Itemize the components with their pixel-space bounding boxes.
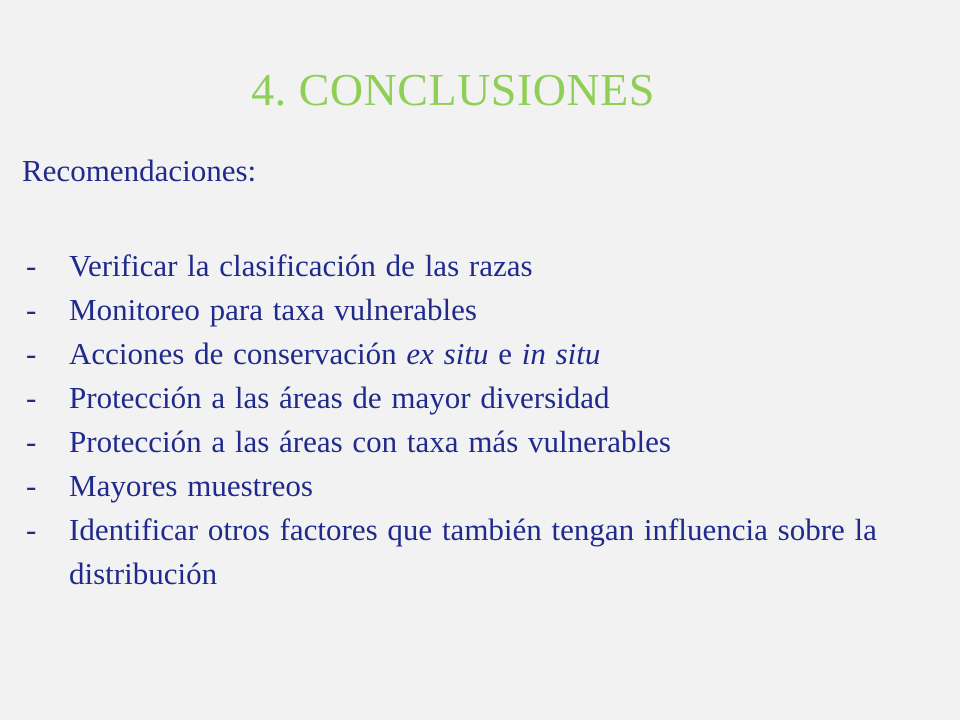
bullet-dash: - [26,468,37,503]
list-item-italic-in-situ: in situ [521,336,601,371]
list-item [22,332,922,376]
list-item [22,464,922,508]
recommendations-heading: Recomendaciones: [22,153,257,188]
list-item-text-part: Acciones de conservación [69,336,407,371]
list-item [22,288,922,332]
bullet-dash: - [26,512,37,547]
list-item-text: Mayores muestreos [69,468,313,503]
bullet-dash: - [26,336,37,371]
list-item-text: Identificar otros factores que también tengan influencia sobre la distribución [69,512,877,591]
list-item [22,420,922,464]
list-item-text: Protección a las áreas de mayor diversidad [69,380,610,415]
bullet-dash: - [26,292,37,327]
list-item-text [69,336,600,371]
slide-title: 4. CONCLUSIONES [251,64,655,115]
list-item-text: Protección a las áreas con taxa más vulnerables [69,424,671,459]
recommendations-list [22,244,922,596]
list-item-text: Monitoreo para taxa vulnerables [69,292,477,327]
list-item-italic-ex-situ: ex situ [406,336,489,371]
list-item [22,376,922,420]
list-item [22,508,922,596]
list-item [22,244,922,288]
bullet-dash: - [26,248,37,283]
list-item-text: Verificar la clasificación de las razas [69,248,533,283]
list-item-text-part: e [488,336,522,371]
bullet-dash: - [26,380,37,415]
bullet-dash: - [26,424,37,459]
